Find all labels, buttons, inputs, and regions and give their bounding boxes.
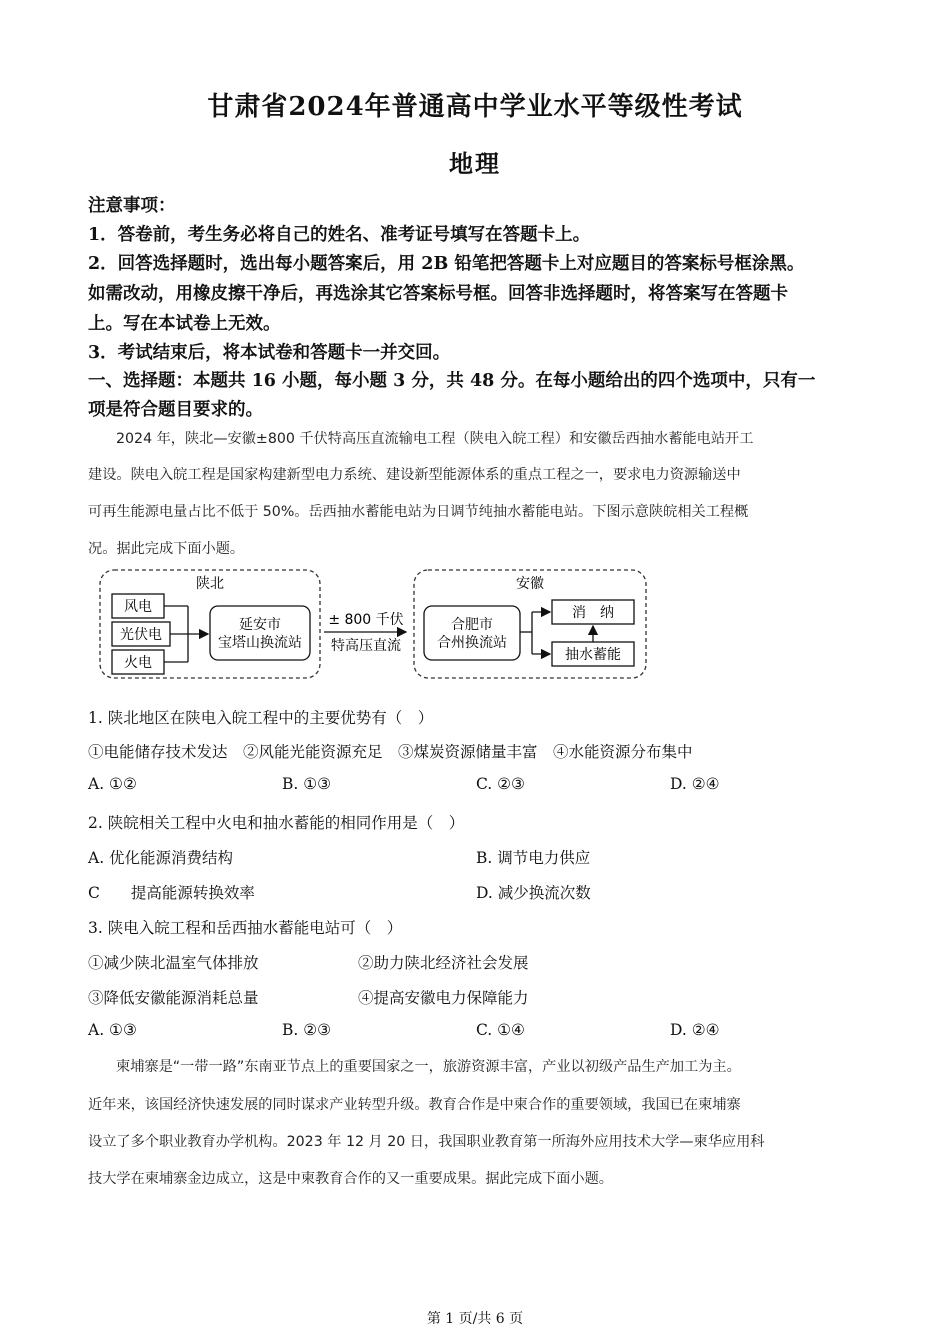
q2-option-b: B. 调节电力供应 bbox=[476, 849, 591, 867]
passage-line: 柬埔寨是“一带一路”东南亚节点上的重要国家之一，旅游资源丰富，产业以初级产品生产加工为主。 bbox=[116, 1059, 741, 1075]
q3-choice-3: ③降低安徽能源消耗总量 bbox=[88, 989, 259, 1007]
q1-option-c: C. ②③ bbox=[476, 775, 525, 793]
notice-line: 1．答卷前，考生务必将自己的姓名、准考证号填写在答题卡上。 bbox=[88, 225, 591, 245]
q3-option-c: C. ①④ bbox=[476, 1021, 525, 1039]
exam-title: 甘肃省2024年普通高中学业水平等级性考试 bbox=[207, 92, 743, 122]
question-2-stem: 2. 陕皖相关工程中火电和抽水蓄能的相同作用是（ ） bbox=[88, 814, 465, 832]
notice-line: 2．回答选择题时，选出每小题答案后，用 2B 铅笔把答题卡上对应题目的答案标号框涂黑。 bbox=[88, 254, 805, 274]
hefei-station-box bbox=[424, 606, 520, 660]
anhui-label: 安徽 bbox=[516, 576, 544, 592]
q2-option-c: C 提高能源转换效率 bbox=[88, 884, 255, 902]
passage-line: 况。据此完成下面小题。 bbox=[88, 541, 245, 557]
uhv-link-label: 特高压直流 bbox=[331, 638, 401, 654]
q3-option-a: A. ①③ bbox=[88, 1021, 137, 1039]
pumped-storage-label: 抽水蓄能 bbox=[565, 647, 621, 663]
question-1-choices: ①电能储存技术发达 ②风能光能资源充足 ③煤炭资源储量丰富 ④水能资源分布集中 bbox=[88, 743, 693, 761]
notice-line: 3．考试结束后，将本试卷和答题卡一并交回。 bbox=[88, 343, 451, 363]
power-flow-diagram bbox=[96, 566, 656, 682]
q2-option-d: D. 减少换流次数 bbox=[476, 884, 591, 902]
question-3-stem: 3. 陕电入皖工程和岳西抽水蓄能电站可（ ） bbox=[88, 919, 403, 937]
q2-option-a: A. 优化能源消费结构 bbox=[88, 849, 234, 867]
q3-choice-4: ④提高安徽电力保障能力 bbox=[358, 989, 529, 1007]
passage-line: 技大学在柬埔寨金边成立，这是中柬教育合作的又一重要成果。据此完成下面小题。 bbox=[88, 1171, 613, 1187]
yanan-station-label: 延安市 bbox=[239, 617, 281, 633]
q1-option-b: B. ①③ bbox=[282, 775, 332, 793]
q3-choice-1: ①减少陕北温室气体排放 bbox=[88, 954, 259, 972]
notice-line: 如需改动，用橡皮擦干净后，再选涂其它答案标号框。回答非选择题时，将答案写在答题卡 bbox=[88, 284, 788, 304]
passage-line: 建设。陕电入皖工程是国家构建新型电力系统、建设新型能源体系的重点工程之一，要求电力资源输送中 bbox=[88, 467, 741, 483]
wind-power-label: 风电 bbox=[124, 599, 152, 615]
section-heading: 项是符合题目要求的。 bbox=[88, 400, 263, 420]
passage-line: 2024 年，陕北—安徽±800 千伏特高压直流输电工程（陕电入皖工程）和安徽岳西抽水蓄能电站开工 bbox=[116, 431, 754, 447]
passage-line: 可再生能源电量占比不低于 50%。岳西抽水蓄能电站为日调节纯抽水蓄能电站。下图示意陕皖相关工程概 bbox=[88, 504, 749, 520]
yanan-station-box bbox=[210, 606, 310, 660]
hefei-station-label: 合州换流站 bbox=[437, 635, 507, 651]
solar-power-label: 光伏电 bbox=[120, 627, 162, 643]
subject-title: 地理 bbox=[449, 149, 501, 178]
uhv-link-label: ± 800 千伏 bbox=[328, 612, 404, 628]
question-1-stem: 1. 陕北地区在陕电入皖工程中的主要优势有（ ） bbox=[88, 709, 434, 727]
yanan-station-label: 宝塔山换流站 bbox=[218, 635, 302, 651]
notice-line: 上。写在本试卷上无效。 bbox=[88, 314, 281, 334]
notice-heading: 注意事项： bbox=[88, 196, 176, 216]
consumption-label: 消 纳 bbox=[572, 605, 614, 621]
passage-line: 设立了多个职业教育办学机构。2023 年 12 月 20 日，我国职业教育第一所海外应用技术大学—柬华应用科 bbox=[88, 1134, 765, 1150]
shaanbei-label: 陕北 bbox=[196, 576, 224, 592]
q1-option-a: A. ①② bbox=[88, 775, 137, 793]
q1-option-d: D. ②④ bbox=[670, 775, 720, 793]
hefei-station-label: 合肥市 bbox=[451, 617, 493, 633]
q3-choice-2: ②助力陕北经济社会发展 bbox=[358, 954, 529, 972]
section-heading: 一、选择题：本题共 16 小题，每小题 3 分，共 48 分。在每小题给出的四个选项中，只有一 bbox=[88, 371, 816, 391]
q3-option-d: D. ②④ bbox=[670, 1021, 720, 1039]
q3-option-b: B. ②③ bbox=[282, 1021, 332, 1039]
passage-line: 近年来，该国经济快速发展的同时谋求产业转型升级。教育合作是中柬合作的重要领域，我国已在柬埔寨 bbox=[88, 1097, 741, 1113]
thermal-power-label: 火电 bbox=[124, 655, 152, 671]
page-footer: 第 1 页/共 6 页 bbox=[426, 1311, 524, 1327]
